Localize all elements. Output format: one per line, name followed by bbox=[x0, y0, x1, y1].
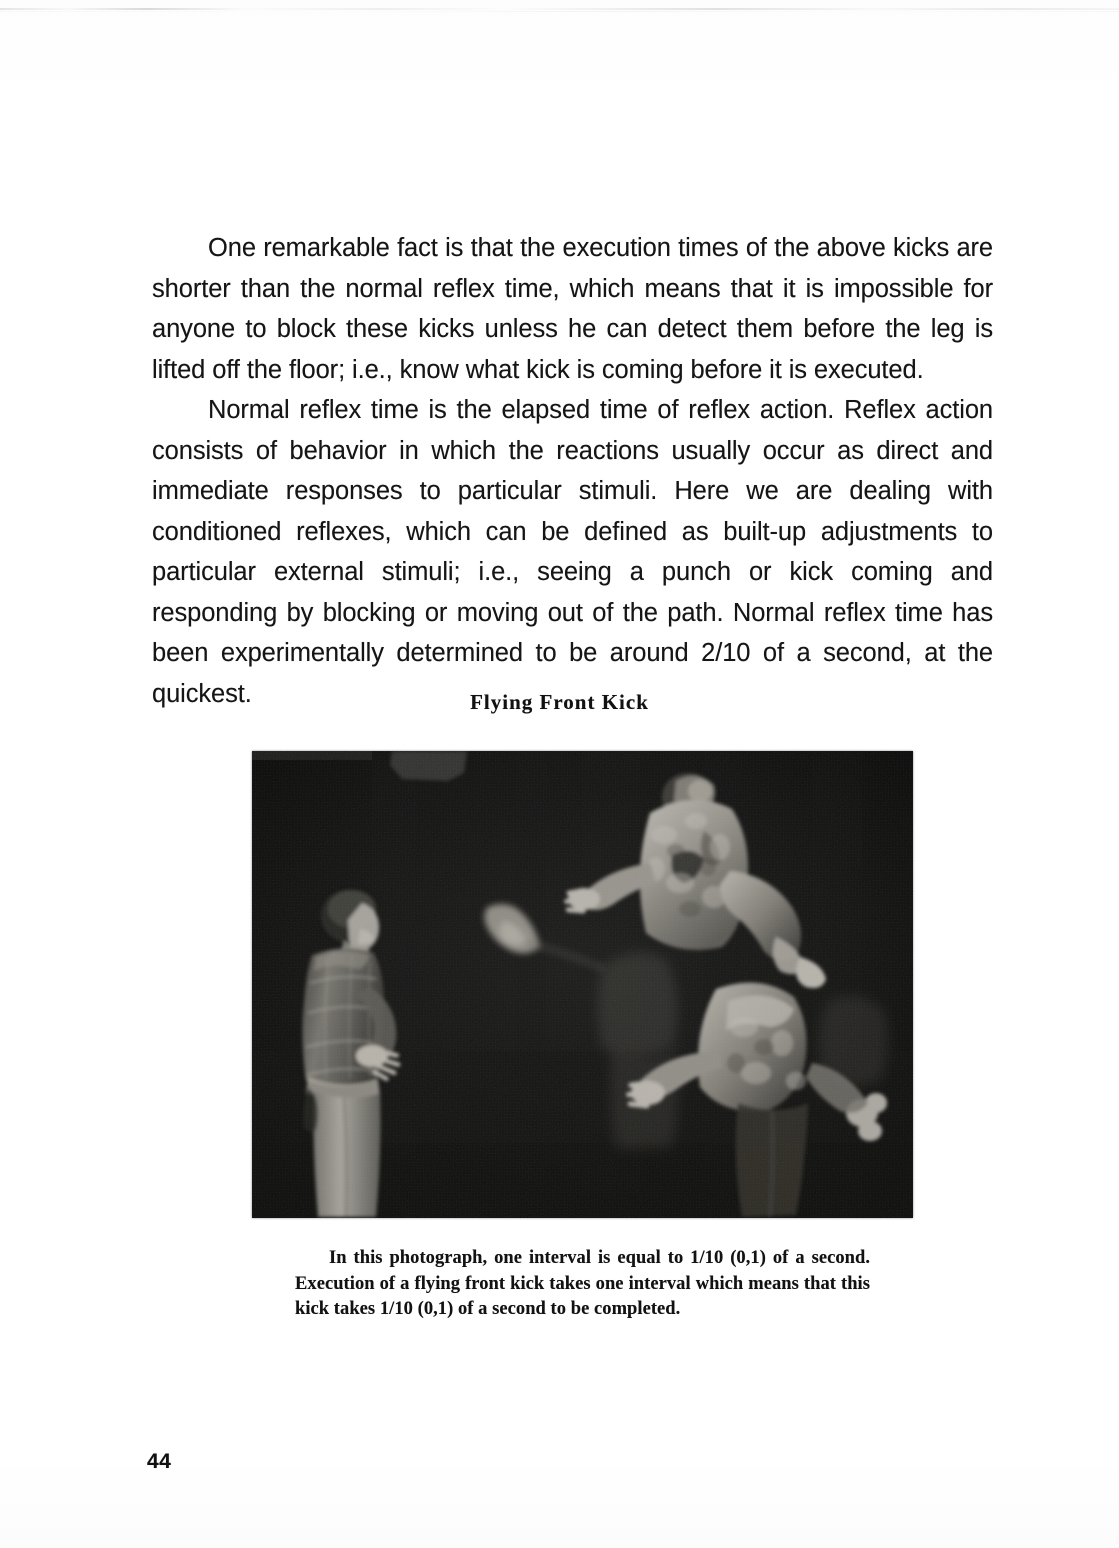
body-text-block bbox=[152, 228, 993, 714]
figure-title: Flying Front Kick bbox=[470, 690, 649, 714]
page-number: 44 bbox=[147, 1450, 172, 1473]
scan-artifact-line-secondary bbox=[0, 11, 1119, 12]
scan-artifact-line bbox=[0, 8, 1119, 10]
flying-front-kick-photo bbox=[252, 751, 913, 1218]
paragraph-2: Normal reflex time is the elapsed time of reflex action. Reflex action consists of behavior in which the reactions usually occur as direct and immediate responses to particular stimuli. Here we are dealing with conditioned reflexes, which can be defined as built-up adjustments to particular external stimuli; i.e., seeing a punch or kick coming and responding by blocking or moving out of the path. Normal reflex time has been experimentally determined to be around 2/10 of a second, at the quickest. bbox=[152, 396, 993, 708]
photo-caption: In this photograph, one interval is equal to 1/10 (0,1) of a second. Execution of a flying front kick takes one interval which means that this kick takes 1/10 (0,1) of a second to be completed. bbox=[295, 1248, 870, 1319]
paragraph-1: One remarkable fact is that the execution times of the above kicks are shorter than the normal reflex time, which means that it is impossible for anyone to block these kicks unless he can detect them before the leg is lifted off the floor; i.e., know what kick is coming before it is executed. bbox=[152, 234, 993, 384]
